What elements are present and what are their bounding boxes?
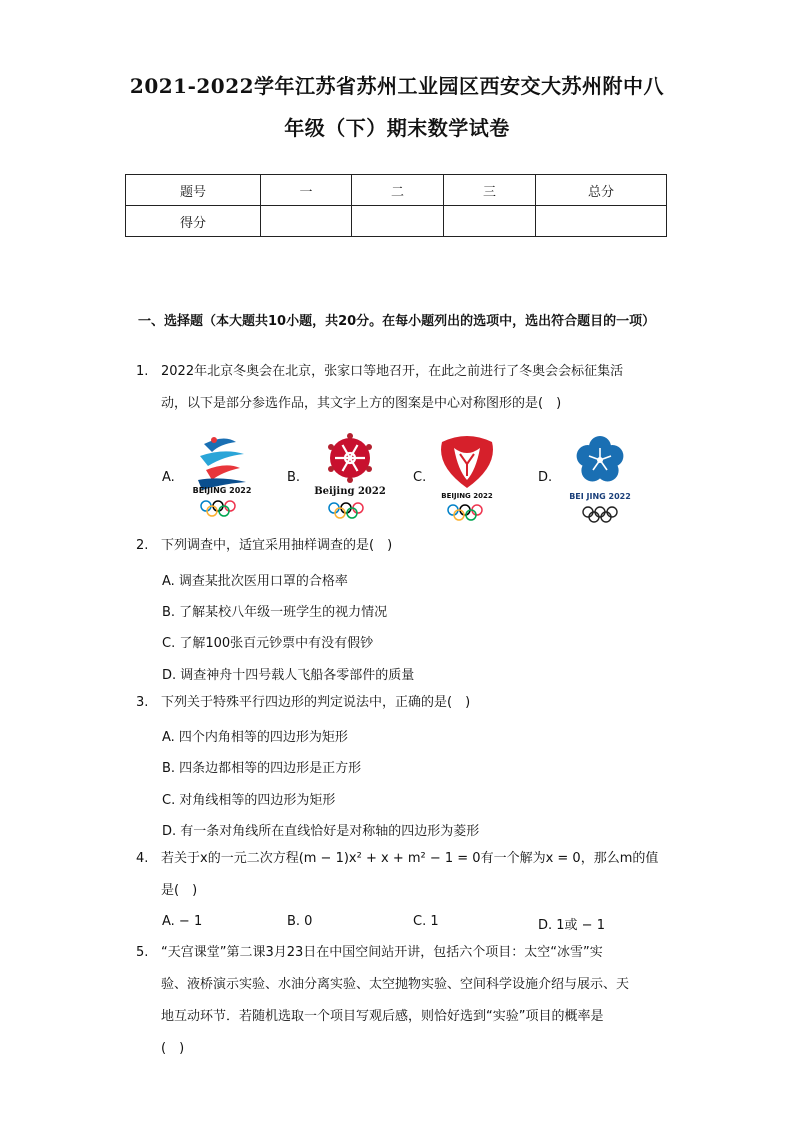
option-b[interactable]: B. 了解某校八年级一班学生的视力情况: [162, 605, 388, 620]
question-line: 下列关于特殊平行四边形的判定说法中，正确的是( ): [161, 695, 471, 710]
question-line: 验、液桥演示实验、水油分离实验、太空抛物实验、空间科学设施介绍与展示、天: [161, 977, 630, 992]
question-line: ( ): [161, 1041, 185, 1056]
exam-title-line1: 2021-2022学年江苏省苏州工业园区西安交大苏州附中八: [129, 74, 665, 98]
question-line: 2022年北京冬奥会在北京，张家口等地召开，在此之前进行了冬奥会会标征集活: [161, 364, 624, 379]
score-input-cell[interactable]: [536, 206, 667, 237]
emblem-caption: BEI JING 2022: [569, 492, 631, 501]
option-a[interactable]: A. 四个内角相等的四边形为矩形: [162, 730, 348, 745]
option-a[interactable]: A. 调查某批次医用口罩的合格率: [162, 574, 348, 589]
question-line: 若关于x的一元二次方程(m − 1)x² + x + m² − 1 = 0有一个解为x = 0，那么m的值: [161, 851, 659, 866]
score-header-cell: 一: [261, 175, 352, 206]
option-d-label[interactable]: D.: [538, 470, 553, 485]
score-header-cell: 二: [352, 175, 444, 206]
option-c[interactable]: C. 1: [413, 914, 439, 929]
question-line: “天宫课堂”第二课3月23日在中国空间站开讲，包括六个项目：太空“冰雪”实: [161, 945, 603, 960]
plum-blossom-emblem-icon: [560, 434, 640, 524]
score-table-row: [126, 206, 667, 237]
question-line: 地互动环节．若随机选取一个项目写观后感，则恰好选到“实验”项目的概率是: [161, 1009, 604, 1024]
question-line: 下列调查中，适宜采用抽样调查的是( ): [161, 538, 393, 553]
score-row-label: 得分: [126, 206, 261, 237]
question-text: [161, 937, 667, 1065]
score-header-cell: 总分: [536, 175, 667, 206]
score-header-cell: 三: [444, 175, 536, 206]
exam-title-line2: 年级（下）期末数学试卷: [284, 116, 510, 140]
option-b[interactable]: B. 四条边都相等的四边形是正方形: [162, 761, 362, 776]
section-heading: 一、选择题（本大题共10小题，共20分。在每小题列出的选项中，选出符合题目的一项）: [138, 314, 656, 329]
score-input-cell[interactable]: [352, 206, 444, 237]
option-a-label[interactable]: A.: [162, 470, 175, 485]
option-d[interactable]: D. 调查神舟十四号载人飞船各零部件的质量: [162, 668, 415, 683]
score-input-cell[interactable]: [444, 206, 536, 237]
emblem-caption: BEIJING 2022: [441, 492, 493, 500]
ribbon-emblem-icon: [184, 434, 260, 524]
question-number: 2.: [136, 538, 149, 553]
option-c-label[interactable]: C.: [413, 470, 427, 485]
question-line: 是( ): [161, 883, 198, 898]
score-header-cell: 题号: [126, 175, 261, 206]
question-line: 动，以下是部分参选作品，其文字上方的图案是中心对称图形的是( ): [161, 396, 562, 411]
emblem-caption: BEIJING 2022: [192, 486, 252, 495]
option-c[interactable]: C. 了解100张百元钞票中有没有假钞: [162, 636, 374, 651]
question-number: 5.: [136, 945, 149, 960]
question-text: [161, 843, 667, 907]
snowflake-emblem-icon: [310, 432, 390, 524]
option-b[interactable]: B. 0: [287, 914, 313, 929]
option-d[interactable]: D. 有一条对角线所在直线恰好是对称轴的四边形为菱形: [162, 824, 480, 839]
question-number: 4.: [136, 851, 149, 866]
score-table-header-row: [126, 175, 667, 206]
emblem-caption: Beijing 2022: [314, 486, 386, 497]
option-a[interactable]: A. − 1: [162, 914, 203, 929]
score-input-cell[interactable]: [261, 206, 352, 237]
question-text: [161, 356, 667, 420]
option-c[interactable]: C. 对角线相等的四边形为矩形: [162, 793, 336, 808]
question-number: 3.: [136, 695, 149, 710]
option-b-label[interactable]: B.: [287, 470, 301, 485]
score-table: [125, 174, 667, 237]
lantern-face-emblem-icon: [432, 434, 502, 524]
option-d[interactable]: D. 1或 − 1: [538, 918, 605, 933]
question-number: 1.: [136, 364, 149, 379]
